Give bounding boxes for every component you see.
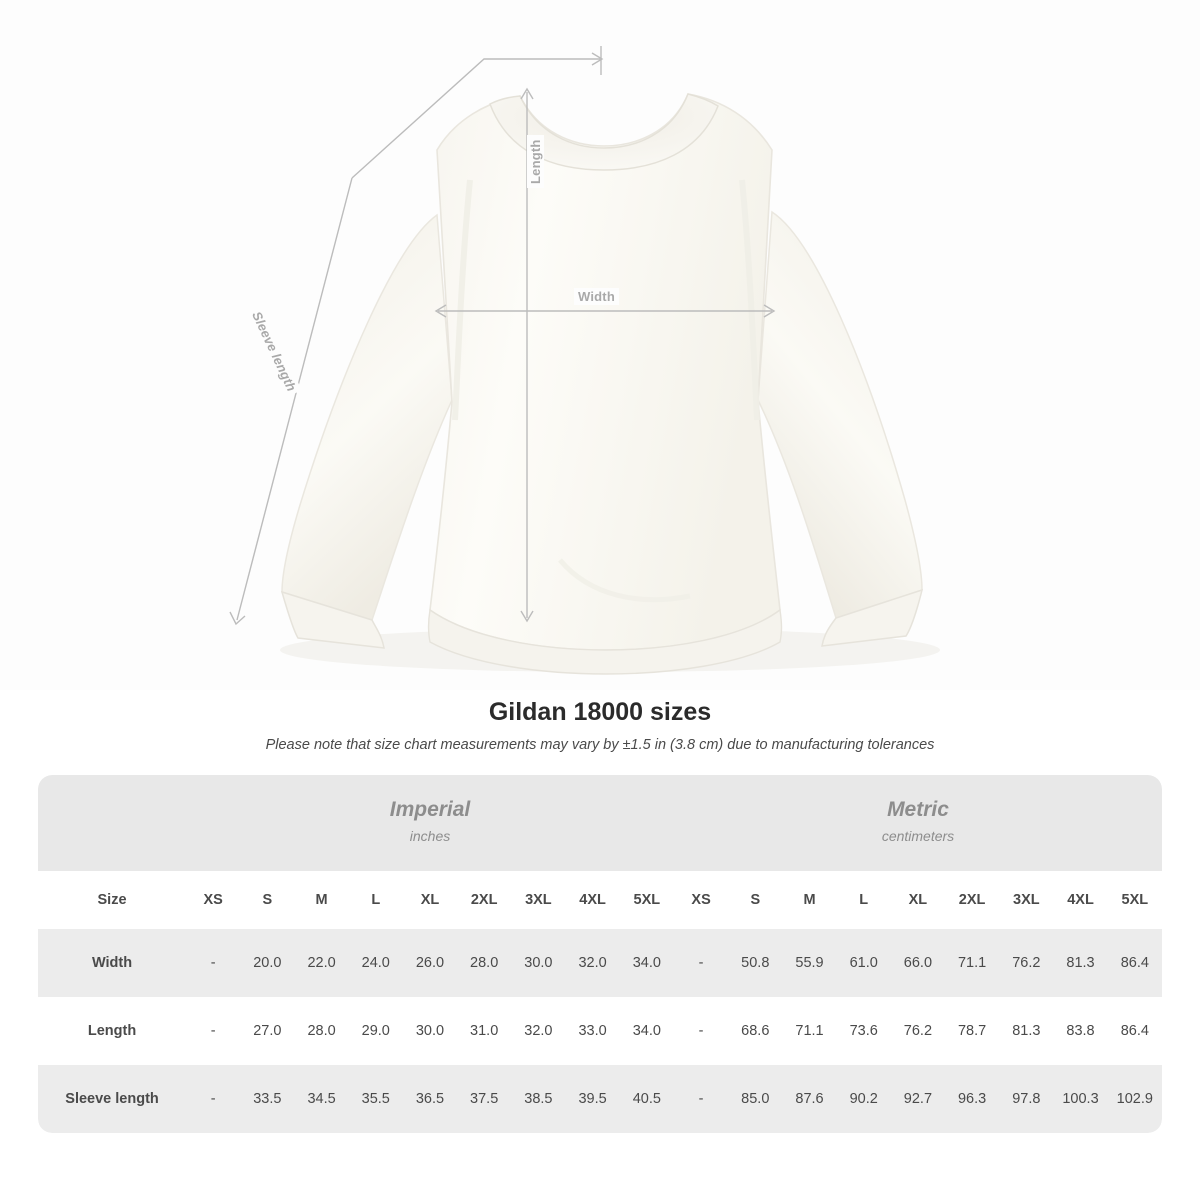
- page-title: Gildan 18000 sizes: [488, 698, 712, 726]
- cell: -: [674, 997, 728, 1065]
- table-row: [38, 929, 1162, 997]
- size-header-cell: M: [782, 871, 836, 929]
- size-header-cell: 4XL: [565, 871, 619, 929]
- cell: 34.5: [294, 1065, 348, 1133]
- cell: -: [674, 1065, 728, 1133]
- cell: 50.8: [728, 929, 782, 997]
- cell: 39.5: [565, 1065, 619, 1133]
- cell: 32.0: [565, 929, 619, 997]
- cell: 33.0: [565, 997, 619, 1065]
- cell: 92.7: [891, 1065, 945, 1133]
- cell: 73.6: [837, 997, 891, 1065]
- size-header-row: [38, 871, 1162, 929]
- cell: 96.3: [945, 1065, 999, 1133]
- cell: 66.0: [891, 929, 945, 997]
- size-header-cell: S: [240, 871, 294, 929]
- size-header-cell: S: [728, 871, 782, 929]
- size-header-cell: L: [349, 871, 403, 929]
- size-header-cell: XS: [674, 871, 728, 929]
- cell: 34.0: [620, 929, 674, 997]
- cell: 78.7: [945, 997, 999, 1065]
- row-label-sleeve-length: Sleeve length: [38, 1065, 186, 1133]
- cell: 40.5: [620, 1065, 674, 1133]
- cell: 76.2: [999, 929, 1053, 997]
- cell: 102.9: [1108, 1065, 1162, 1133]
- size-header-cell: XL: [403, 871, 457, 929]
- unit-header-spacer: [38, 775, 186, 871]
- cell: 90.2: [837, 1065, 891, 1133]
- size-table: [38, 775, 1162, 1133]
- cell: -: [186, 929, 240, 997]
- size-header-cell: 3XL: [511, 871, 565, 929]
- size-header-cell: M: [294, 871, 348, 929]
- cell: 37.5: [457, 1065, 511, 1133]
- cell: -: [186, 1065, 240, 1133]
- cell: 71.1: [945, 929, 999, 997]
- cell: 28.0: [294, 997, 348, 1065]
- width-label: Width: [574, 288, 619, 305]
- right-sleeve: [758, 212, 922, 618]
- unit-header-row: [38, 775, 1162, 871]
- size-header-cell: 2XL: [457, 871, 511, 929]
- cell: 85.0: [728, 1065, 782, 1133]
- cell: 31.0: [457, 997, 511, 1065]
- cell: 34.0: [620, 997, 674, 1065]
- cell: 71.1: [782, 997, 836, 1065]
- cell: 81.3: [999, 997, 1053, 1065]
- sleeve-length-label: Sleeve length: [247, 305, 302, 398]
- cell: 27.0: [240, 997, 294, 1065]
- cell: 68.6: [728, 997, 782, 1065]
- cell: 20.0: [240, 929, 294, 997]
- unit-title-metric: Metric: [887, 797, 949, 821]
- cell: 38.5: [511, 1065, 565, 1133]
- cell: 32.0: [511, 997, 565, 1065]
- cell: 86.4: [1108, 997, 1162, 1065]
- row-label-length: Length: [38, 997, 186, 1065]
- cell: 76.2: [891, 997, 945, 1065]
- size-table-wrapper: [38, 775, 1162, 1133]
- cell: 61.0: [837, 929, 891, 997]
- cell: 100.3: [1053, 1065, 1107, 1133]
- tolerance-note: Please note that size chart measurements may vary by ±1.5 in (3.8 cm) due to manufacturing tolerances: [265, 737, 935, 753]
- size-header-cell: 2XL: [945, 871, 999, 929]
- row-label-width: Width: [38, 929, 186, 997]
- size-header-cell: L: [837, 871, 891, 929]
- unit-header-metric: [674, 775, 1162, 871]
- size-header-cell: 4XL: [1053, 871, 1107, 929]
- cell: 33.5: [240, 1065, 294, 1133]
- left-sleeve: [282, 215, 452, 620]
- cell: 97.8: [999, 1065, 1053, 1133]
- unit-sub-metric: centimeters: [881, 827, 955, 844]
- table-row: [38, 1065, 1162, 1133]
- cell: -: [186, 997, 240, 1065]
- cell: 55.9: [782, 929, 836, 997]
- cell: 30.0: [403, 997, 457, 1065]
- cell: 81.3: [1053, 929, 1107, 997]
- size-header-cell: 5XL: [620, 871, 674, 929]
- cell: -: [674, 929, 728, 997]
- cell: 35.5: [349, 1065, 403, 1133]
- unit-header-imperial: [186, 775, 674, 871]
- chart-heading: [0, 698, 1200, 753]
- cell: 30.0: [511, 929, 565, 997]
- cell: 26.0: [403, 929, 457, 997]
- cell: 36.5: [403, 1065, 457, 1133]
- cell: 24.0: [349, 929, 403, 997]
- cell: 29.0: [349, 997, 403, 1065]
- size-header-cell: XS: [186, 871, 240, 929]
- size-header-cell: 3XL: [999, 871, 1053, 929]
- cell: 28.0: [457, 929, 511, 997]
- size-header-cell: XL: [891, 871, 945, 929]
- size-header-cell: 5XL: [1108, 871, 1162, 929]
- cell: 83.8: [1053, 997, 1107, 1065]
- length-label: Length: [527, 135, 544, 188]
- body: [430, 94, 780, 650]
- unit-sub-imperial: inches: [409, 827, 451, 844]
- size-header-label: Size: [38, 871, 186, 929]
- cell: 86.4: [1108, 929, 1162, 997]
- cell: 22.0: [294, 929, 348, 997]
- unit-title-imperial: Imperial: [389, 797, 471, 821]
- table-row: [38, 997, 1162, 1065]
- cell: 87.6: [782, 1065, 836, 1133]
